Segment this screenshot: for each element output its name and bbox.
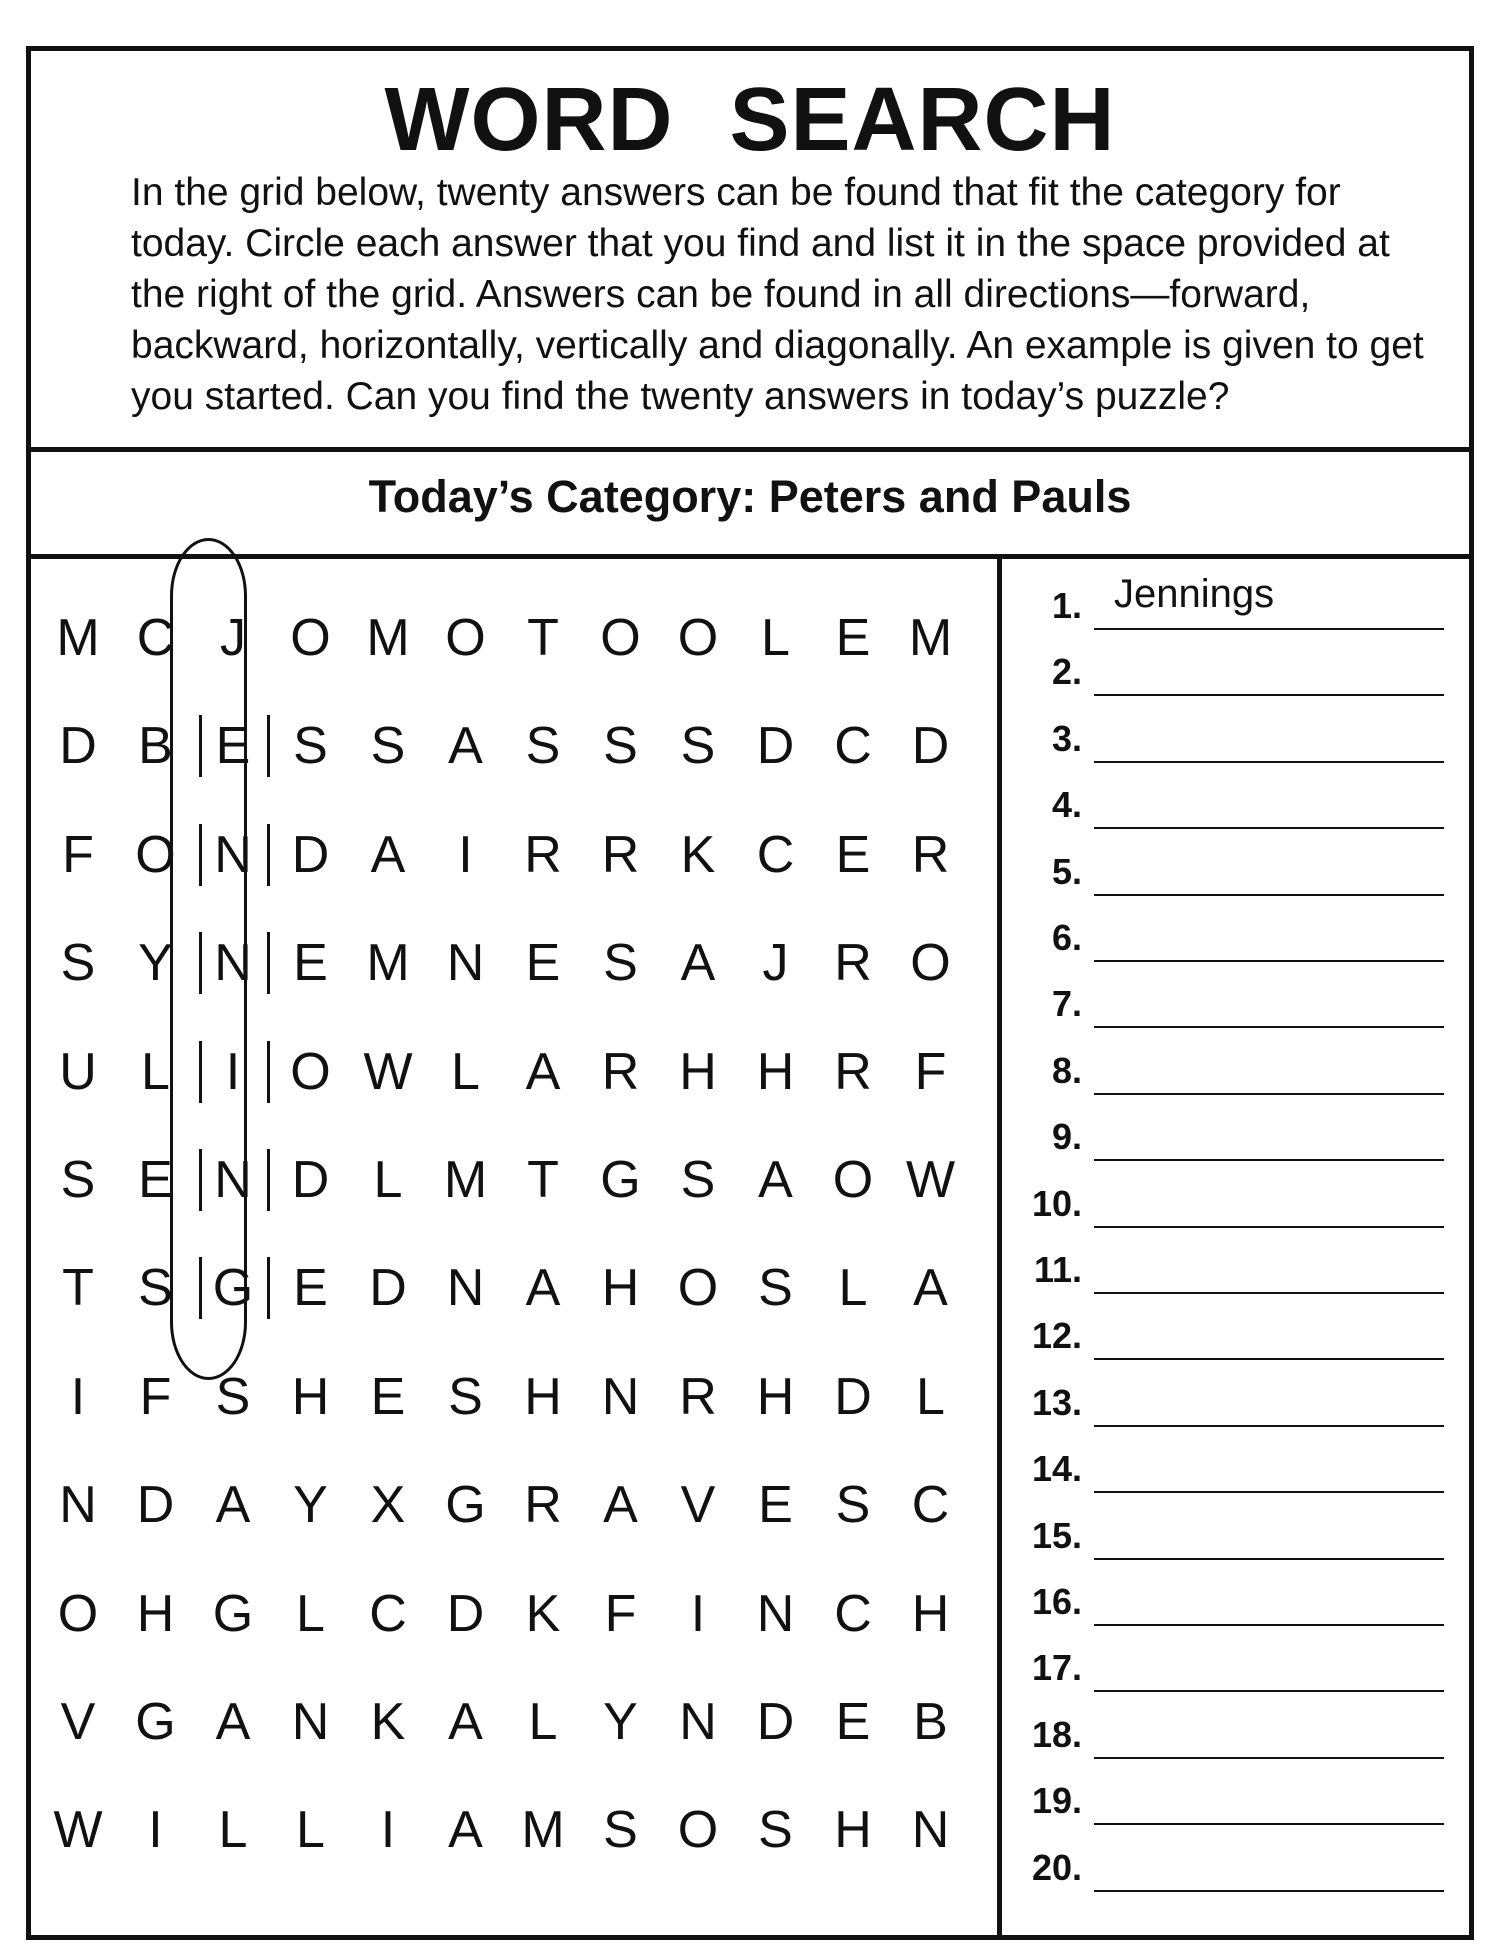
grid-separator-right	[267, 932, 270, 994]
grid-letter[interactable]: R	[911, 825, 950, 884]
grid-letter[interactable]: N	[446, 1259, 485, 1318]
grid-letter[interactable]: M	[56, 609, 100, 667]
grid-letter[interactable]: K	[525, 1584, 561, 1643]
answer-blank[interactable]	[1094, 1890, 1444, 1892]
grid-answers-divider	[997, 559, 1002, 1940]
answer-number: 20.	[1031, 1846, 1082, 1888]
grid-letter[interactable]: N	[59, 1476, 97, 1535]
grid-letter[interactable]: A	[525, 1042, 561, 1101]
grid-letter[interactable]: I	[690, 1584, 706, 1643]
grid-letter[interactable]: G	[212, 1584, 254, 1643]
grid-letter[interactable]: A	[525, 1259, 561, 1318]
answer-blank[interactable]	[1094, 1624, 1444, 1626]
grid-letter[interactable]: L	[761, 609, 790, 667]
grid-letter[interactable]: E	[758, 1476, 793, 1535]
grid-letter[interactable]: S	[60, 1151, 96, 1209]
grid-letter[interactable]: U	[59, 1042, 97, 1101]
grid-letter[interactable]: B	[913, 1693, 948, 1751]
grid-letter[interactable]: S	[603, 1801, 638, 1860]
answer-blank[interactable]	[1094, 1226, 1444, 1228]
grid-letter[interactable]: D	[59, 717, 97, 776]
grid-letter[interactable]: T	[62, 1259, 94, 1318]
grid-letter[interactable]: H	[291, 1367, 330, 1426]
grid-letter[interactable]: S	[680, 717, 716, 776]
answer-number: 18.	[1031, 1713, 1082, 1755]
grid-letter[interactable]: E	[835, 1693, 871, 1751]
grid-letter[interactable]: C	[136, 609, 175, 667]
grid-letter[interactable]: V	[680, 1476, 716, 1535]
grid-letter[interactable]: M	[521, 1801, 565, 1860]
answer-blank[interactable]	[1094, 1292, 1444, 1294]
grid-letter[interactable]: Y	[138, 934, 173, 993]
grid-letter[interactable]: O	[677, 1259, 719, 1318]
grid-letter[interactable]: C	[834, 717, 872, 776]
answer-number: 13.	[1031, 1381, 1082, 1423]
grid-letter[interactable]: L	[373, 1151, 403, 1209]
grid-letter[interactable]: M	[908, 609, 953, 667]
grid-letter[interactable]: C	[756, 825, 795, 884]
answer-blank[interactable]	[1094, 1026, 1444, 1028]
example-answer-circle	[170, 538, 247, 1380]
grid-letter[interactable]: S	[758, 1259, 793, 1318]
grid-letter[interactable]: E	[835, 825, 871, 884]
grid-letter[interactable]: L	[296, 1584, 325, 1643]
answer-number: 2.	[1051, 651, 1082, 693]
answer-number: 4.	[1051, 784, 1082, 826]
answer-number: 10.	[1031, 1182, 1082, 1224]
answer-number: 7.	[1051, 983, 1082, 1025]
grid-letter[interactable]: Y	[603, 1693, 638, 1751]
grid-letter[interactable]: N	[214, 1151, 252, 1209]
grid-letter[interactable]: A	[448, 717, 483, 776]
grid-letter[interactable]: E	[525, 934, 561, 993]
grid-letter[interactable]: S	[603, 717, 638, 776]
grid-letter[interactable]: D	[369, 1259, 407, 1318]
grid-letter[interactable]: Y	[293, 1476, 328, 1535]
grid-letter[interactable]: D	[834, 1367, 872, 1426]
grid-letter[interactable]: S	[603, 934, 638, 993]
grid-letter[interactable]: O	[445, 609, 486, 667]
grid-letter[interactable]: O	[832, 1151, 874, 1209]
answer-number: 3.	[1051, 717, 1082, 759]
header-divider	[31, 447, 1469, 452]
grid-letter[interactable]: R	[679, 1367, 717, 1426]
answer-blank[interactable]	[1094, 1358, 1444, 1360]
grid-letter[interactable]: T	[527, 1151, 559, 1209]
grid-letter[interactable]: N	[679, 1693, 717, 1751]
grid-letter[interactable]: H	[756, 1042, 795, 1101]
grid-letter[interactable]: S	[215, 1367, 251, 1426]
grid-letter[interactable]: I	[148, 1801, 163, 1860]
answer-number: 12.	[1031, 1315, 1082, 1357]
grid-letter[interactable]: G	[600, 1151, 641, 1209]
grid-letter[interactable]: A	[215, 1693, 251, 1751]
grid-letter[interactable]: S	[835, 1476, 871, 1535]
grid-letter[interactable]: E	[293, 934, 328, 993]
grid-letter[interactable]: D	[756, 1693, 795, 1751]
grid-letter[interactable]: L	[838, 1259, 868, 1318]
instructions-text: In the grid below, twenty answers can be found that fit the category for today. Circle each answer that you find and list it in the space provided at the right of the grid. Answers can be found in all directions—forward, backward, horizontally, vertically and diagonally. An example is given to get you started. Can you find the twenty answers in today’s puzzle?	[131, 171, 1424, 418]
grid-letter[interactable]: S	[448, 1367, 483, 1426]
grid-letter[interactable]: M	[443, 1151, 488, 1209]
grid-letter[interactable]: I	[380, 1801, 396, 1860]
answer-text: Jennings	[1114, 572, 1275, 616]
grid-letter[interactable]: I	[70, 1367, 86, 1426]
grid-letter[interactable]: G	[212, 1259, 254, 1318]
grid-letter[interactable]: K	[680, 825, 716, 884]
grid-letter[interactable]: O	[910, 934, 951, 993]
grid-letter[interactable]: N	[756, 1584, 795, 1643]
grid-letter[interactable]: L	[296, 1801, 325, 1860]
answer-number: 14.	[1031, 1448, 1082, 1490]
grid-letter[interactable]: R	[834, 1042, 872, 1101]
grid-letter[interactable]: G	[135, 1693, 176, 1751]
grid-letter[interactable]: O	[600, 609, 641, 667]
grid-letter[interactable]: I	[458, 825, 473, 884]
answer-blank[interactable]	[1094, 628, 1444, 630]
grid-letter[interactable]: H	[911, 1584, 950, 1643]
answer-number: 19.	[1031, 1780, 1082, 1822]
grid-letter[interactable]: A	[370, 825, 406, 884]
grid-letter[interactable]: W	[905, 1151, 956, 1209]
grid-letter[interactable]: S	[758, 1801, 793, 1860]
answer-blank[interactable]	[1094, 1425, 1444, 1427]
grid-letter[interactable]: D	[291, 1151, 330, 1209]
grid-letter[interactable]: V	[60, 1693, 96, 1751]
answer-blank[interactable]	[1094, 1558, 1444, 1560]
answer-number: 17.	[1031, 1647, 1082, 1689]
grid-letter[interactable]: A	[448, 1801, 483, 1860]
grid-letter[interactable]: I	[225, 1042, 241, 1101]
answer-blank[interactable]	[1094, 1491, 1444, 1493]
answer-number: 11.	[1033, 1249, 1082, 1290]
grid-letter[interactable]: A	[758, 1151, 793, 1209]
grid-letter[interactable]: H	[136, 1584, 175, 1643]
answer-blank[interactable]	[1094, 1159, 1444, 1161]
grid-letter[interactable]: N	[291, 1693, 330, 1751]
grid-letter[interactable]: A	[680, 934, 716, 993]
grid-letter[interactable]: S	[138, 1259, 173, 1318]
grid-letter[interactable]: J	[220, 609, 246, 667]
grid-letter[interactable]: E	[215, 717, 251, 776]
grid-letter[interactable]: H	[524, 1367, 562, 1426]
grid-separator-right	[267, 1149, 270, 1211]
answer-blank[interactable]	[1094, 761, 1444, 763]
answer-blank[interactable]	[1094, 894, 1444, 896]
grid-letter[interactable]: R	[524, 1476, 562, 1535]
grid-letter[interactable]: L	[528, 1693, 558, 1751]
grid-letter[interactable]: R	[834, 934, 872, 993]
grid-letter[interactable]: W	[53, 1801, 103, 1860]
grid-letter[interactable]: S	[680, 1151, 716, 1209]
answer-number: 1.	[1051, 585, 1082, 626]
grid-letter[interactable]: N	[214, 825, 252, 884]
grid-letter[interactable]: F	[914, 1042, 947, 1101]
grid-letter[interactable]: R	[524, 825, 562, 884]
grid-letter[interactable]: C	[834, 1584, 872, 1643]
grid-letter[interactable]: C	[369, 1584, 407, 1643]
grid-separator-right	[267, 1257, 270, 1319]
grid-letter[interactable]: L	[218, 1801, 248, 1860]
grid-letter[interactable]: E	[293, 1259, 328, 1318]
answer-blank[interactable]	[1094, 694, 1444, 696]
grid-letter[interactable]: M	[366, 609, 410, 667]
grid-letter[interactable]: X	[370, 1476, 406, 1535]
grid-letter[interactable]: F	[62, 825, 94, 884]
grid-letter[interactable]: B	[138, 717, 173, 776]
answer-blank[interactable]	[1094, 1823, 1444, 1825]
grid-letter[interactable]: A	[215, 1476, 251, 1535]
grid-letter[interactable]: A	[913, 1259, 948, 1318]
grid-separator-right	[267, 1041, 270, 1103]
answer-blank[interactable]	[1094, 960, 1444, 962]
grid-letter[interactable]: O	[290, 609, 331, 667]
category-title: Today’s Category: Peters and Pauls	[368, 471, 1132, 522]
grid-letter[interactable]: O	[290, 1042, 331, 1101]
grid-letter[interactable]: N	[214, 934, 252, 993]
grid-letter[interactable]: D	[911, 717, 950, 776]
grid-letter[interactable]: O	[57, 1584, 99, 1643]
grid-separator-right	[267, 715, 270, 777]
grid-letter[interactable]: W	[363, 1042, 413, 1101]
grid-letter[interactable]: E	[835, 609, 871, 667]
grid-letter[interactable]: S	[525, 717, 561, 776]
grid-letter[interactable]: F	[139, 1367, 172, 1426]
grid-letter[interactable]: D	[756, 717, 795, 776]
grid-letter[interactable]: H	[834, 1801, 872, 1860]
grid-letter[interactable]: F	[604, 1584, 637, 1643]
answer-number: 9.	[1051, 1116, 1082, 1158]
grid-letter[interactable]: S	[370, 717, 406, 776]
grid-letter[interactable]: S	[60, 934, 96, 993]
grid-letter[interactable]: D	[446, 1584, 485, 1643]
grid-letter[interactable]: S	[293, 717, 328, 776]
answer-number: 6.	[1051, 917, 1082, 958]
answer-number: 15.	[1031, 1514, 1082, 1556]
answer-number: 5.	[1051, 850, 1082, 892]
grid-letter[interactable]: N	[446, 934, 485, 993]
answer-number: 16.	[1031, 1581, 1082, 1622]
grid-letter[interactable]: R	[601, 825, 640, 884]
grid-letter[interactable]: M	[366, 934, 410, 993]
grid-letter[interactable]: L	[141, 1042, 170, 1101]
grid-letter[interactable]: R	[601, 1042, 640, 1101]
grid-letter[interactable]: G	[445, 1476, 486, 1535]
grid-letter[interactable]: T	[527, 609, 559, 667]
grid-letter[interactable]: O	[135, 825, 176, 884]
grid-letter[interactable]: K	[370, 1693, 406, 1751]
grid-letter[interactable]: J	[762, 934, 789, 993]
answer-blank[interactable]	[1094, 827, 1444, 829]
grid-letter[interactable]: H	[601, 1259, 640, 1318]
answer-blank[interactable]	[1094, 1093, 1444, 1095]
grid-letter[interactable]: L	[916, 1367, 945, 1426]
grid-letter[interactable]: E	[138, 1151, 173, 1209]
grid-letter[interactable]: D	[136, 1476, 175, 1535]
grid-letter[interactable]: N	[601, 1367, 640, 1426]
grid-letter[interactable]: E	[370, 1367, 406, 1426]
category-divider	[31, 554, 1469, 559]
grid-letter[interactable]: A	[603, 1476, 638, 1535]
answer-number: 8.	[1051, 1049, 1082, 1091]
grid-letter[interactable]: A	[448, 1693, 483, 1751]
grid-letter[interactable]: N	[911, 1801, 950, 1860]
grid-letter[interactable]: H	[679, 1042, 717, 1101]
answer-blank[interactable]	[1094, 1690, 1444, 1692]
grid-letter[interactable]: H	[756, 1367, 795, 1426]
answer-blank[interactable]	[1094, 1757, 1444, 1759]
grid-letter[interactable]: O	[677, 609, 719, 667]
page-title: WORD SEARCH	[384, 70, 1116, 170]
grid-letter[interactable]: O	[677, 1801, 719, 1860]
grid-letter[interactable]: C	[911, 1476, 950, 1535]
grid-separator-right	[267, 824, 270, 886]
grid-letter[interactable]: D	[291, 825, 330, 884]
grid-letter[interactable]: L	[451, 1042, 480, 1101]
